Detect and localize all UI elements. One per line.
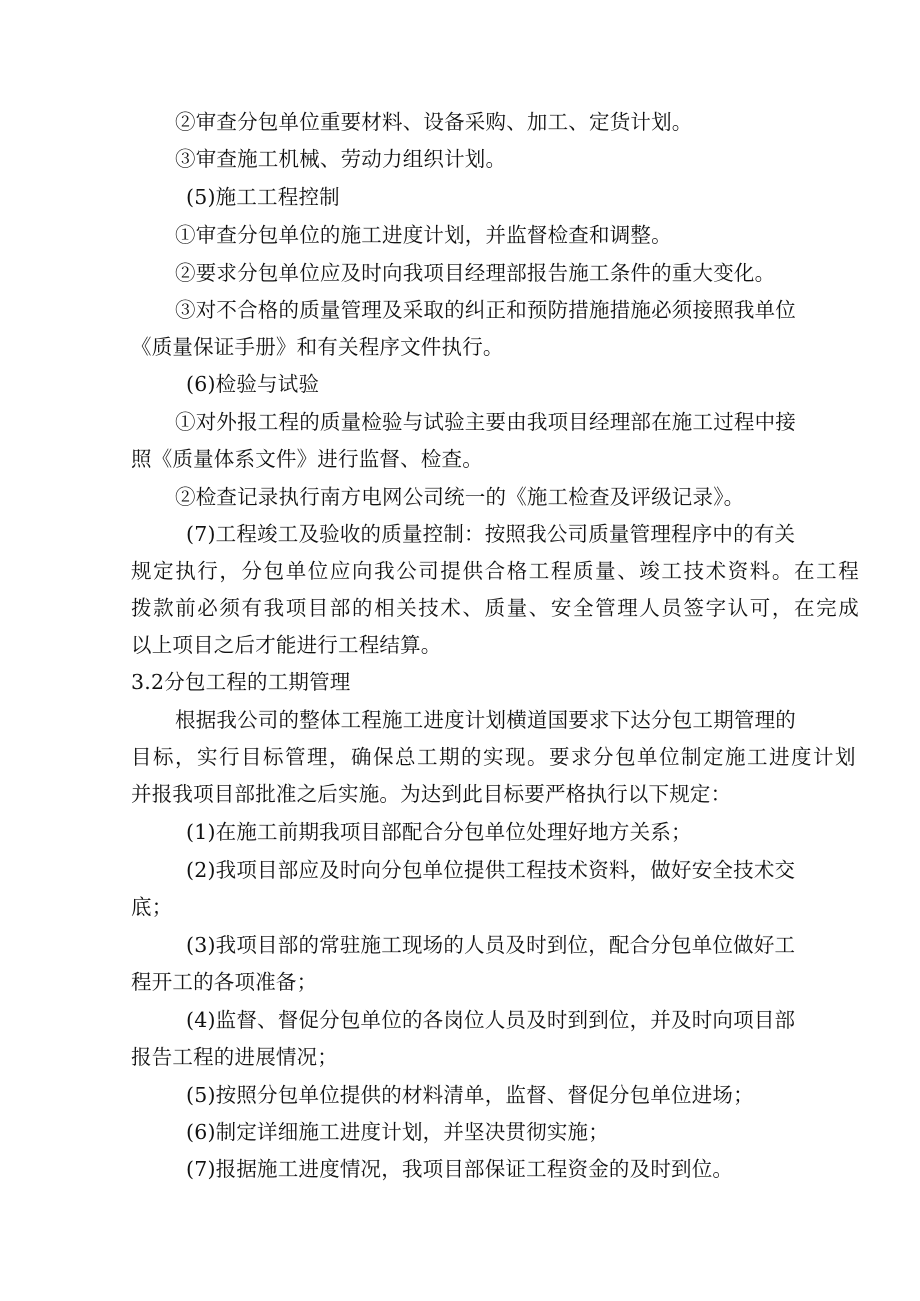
rule-2-line-2: 底； [131, 895, 173, 919]
rule-6-line: (6)制定详细施工进度计划，并坚决贯彻实施； [186, 1120, 609, 1144]
section-heading-schedule-management: 3.2分包工程的工期管理 [131, 670, 351, 694]
rule-7-line: (7)报据施工进度情况，我项目部保证工程资金的及时到位。 [186, 1157, 734, 1181]
rule-1-line: (1)在施工前期我项目部配合分包单位处理好地方关系； [186, 820, 692, 844]
rule-2-line-1: (2)我项目部应及时向分包单位提供工程技术资料，做好安全技术交 [186, 858, 796, 882]
schedule-intro-line-3: 并报我项目部批准之后实施。为达到此目标要严格执行以下规定： [131, 782, 732, 806]
rule-3-line-2: 程开工的各项准备； [131, 970, 318, 994]
nonconformance-line-1: ③对不合格的质量管理及采取的纠正和预防措施措施必须接照我单位 [175, 298, 796, 322]
completion-quality-line-2: 规定执行，分包单位应向我公司提供合格工程质量、竣工技术资料。在工程 [131, 559, 861, 583]
schedule-intro-line-2: 目标，实行目标管理，确保总工期的实现。要求分包单位制定施工进度计划 [131, 745, 857, 769]
rule-3-line-1: (3)我项目部的常驻施工现场的人员及时到位，配合分包单位做好工 [186, 933, 796, 957]
rule-4-line-1: (4)监督、督促分包单位的各岗位人员及时到到位，并及时向项目部 [186, 1008, 796, 1032]
section-heading-inspection: (6)检验与试验 [186, 372, 320, 396]
rule-5-line: (5)按照分包单位提供的材料清单，监督、督促分包单位进场； [186, 1083, 754, 1107]
inspection-record-line: ②检查记录执行南方电网公司统一的《施工检查及评级记录》。 [175, 485, 745, 509]
inspection-line-1: ①对外报工程的质量检验与试验主要由我项目经理部在施工过程中接 [175, 410, 796, 434]
completion-quality-line-4: 以上项目之后才能进行工程结算。 [131, 633, 442, 657]
report-changes-line: ②要求分包单位应及时向我项目经理部报告施工条件的重大变化。 [175, 261, 776, 285]
inspection-line-2: 照《质量体系文件》进行监督、检查。 [131, 447, 483, 471]
schedule-intro-line-1: 根据我公司的整体工程施工进度计划横道国要求下达分包工期管理的 [175, 708, 796, 732]
rule-4-line-2: 报告工程的进展情况； [131, 1045, 338, 1069]
review-schedule-line: ①审查分包单位的施工进度计划，并监督检查和调整。 [175, 223, 672, 247]
review-machinery-plan-line: ③审查施工机械、劳动力组织计划。 [175, 147, 507, 171]
completion-quality-line-3: 拨款前必须有我项目部的相关技术、质量、安全管理人员签字认可，在完成 [131, 596, 861, 620]
completion-quality-line-1: (7)工程竣工及验收的质量控制：按照我公司质量管理程序中的有关 [186, 522, 796, 546]
section-heading-construction-control: (5)施工工程控制 [186, 185, 340, 209]
review-procurement-plan-line: ②审查分包单位重要材料、设备采购、加工、定货计划。 [175, 110, 693, 134]
nonconformance-line-2: 《质量保证手册》和有关程序文件执行。 [131, 335, 504, 359]
